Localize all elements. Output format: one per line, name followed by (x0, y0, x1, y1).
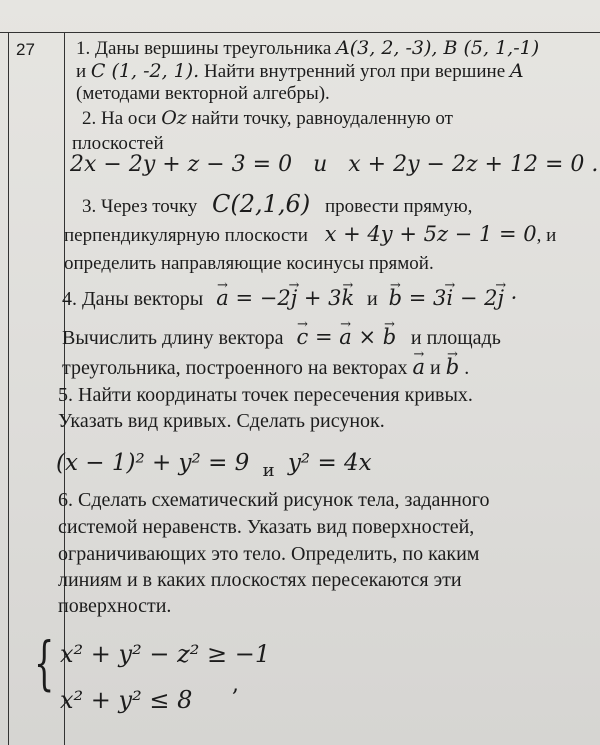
task3-line3: определить направляющие косинусы прямой. (64, 253, 434, 274)
task2-line2: плоскостей (72, 133, 164, 154)
plane-equation-2: x + 2y − 2z + 12 = 0 . (348, 152, 599, 177)
inequality-2: x² + y² ≤ 8 (60, 686, 193, 714)
task5-line1: 5. Найти координаты точек пересечения кривых. (58, 384, 473, 406)
task5-curves: (x − 1)² + y² = 9 $_и$ y² = 4x (56, 450, 372, 481)
point-c: C(2,1,6) (212, 190, 311, 218)
system-brace: { (34, 629, 55, 697)
vector-b-definition: → b = 3→ i − 2→ j · (389, 286, 518, 310)
trailing-comma: , (232, 672, 239, 697)
task6-line1: 6. Сделать схематический рисунок тела, заданного (58, 489, 490, 511)
plane-equation-1: 2x − 2y + z − 3 = 0 (70, 152, 293, 177)
task2-planes: 2x − 2y + z − 3 = 0 и x + 2y − 2z + 12 = 0 . (70, 152, 599, 177)
task1-line2: и C (1, -2, 1). Найти внутренний угол при вершине A (76, 60, 524, 82)
task5-line2: Указать вид кривых. Сделать рисунок. (58, 410, 385, 432)
task3-line2: перпендикулярную плоскости x + 4y + 5z − 1 = 0, и (64, 222, 557, 246)
task1-line1: 1. Даны вершины треугольника A(3, 2, -3), B (5, 1,-1) (76, 37, 540, 59)
task1-line3: (методами векторной алгебры). (76, 83, 330, 104)
curve-equation-1: (x − 1)² + y² = 9 (56, 450, 250, 476)
task6-line4: линиям и в каких плоскостях пересекаются эти (58, 569, 462, 591)
task3-line1: 3. Через точку C(2,1,6) провести прямую, (82, 190, 473, 218)
table-left-border (8, 32, 9, 745)
vector-a-definition: → a = −2→ j + 3→ k (216, 286, 361, 310)
table-top-border (0, 32, 600, 33)
vertex-b: B (5, 1,-1) (443, 37, 540, 59)
curve-equation-2: y² = 4x (287, 450, 372, 476)
task6-line3: ограничивающих это тело. Определить, по каким (58, 543, 480, 565)
vertex-c: C (1, -2, 1). (90, 60, 200, 82)
vector-c-definition: → c = → a × → b (297, 325, 403, 349)
plane-equation-3: x + 4y + 5z − 1 = 0 (324, 222, 537, 246)
task2-line1: 2. На оси Oz найти точку, равноудаленную от (82, 107, 453, 129)
task4-line2: Вычислить длину вектора → c = → a × → b и площадь (62, 326, 501, 349)
task4-line1: 4. Даны векторы → a = −2→ j + 3→ k и → b = 3→ i − 2→ j · (62, 287, 517, 310)
variant-number: 27 (16, 40, 35, 59)
task4-line3: треугольника, построенного на векторах → a и → b . (62, 356, 469, 379)
task6-line2: системой неравенств. Указать вид поверхностей, (58, 516, 475, 538)
task6-line5: поверхности. (58, 595, 172, 617)
vertex-a: A(3, 2, -3), (336, 37, 444, 59)
inequality-1: x² + y² − z² ≥ −1 (60, 640, 271, 668)
